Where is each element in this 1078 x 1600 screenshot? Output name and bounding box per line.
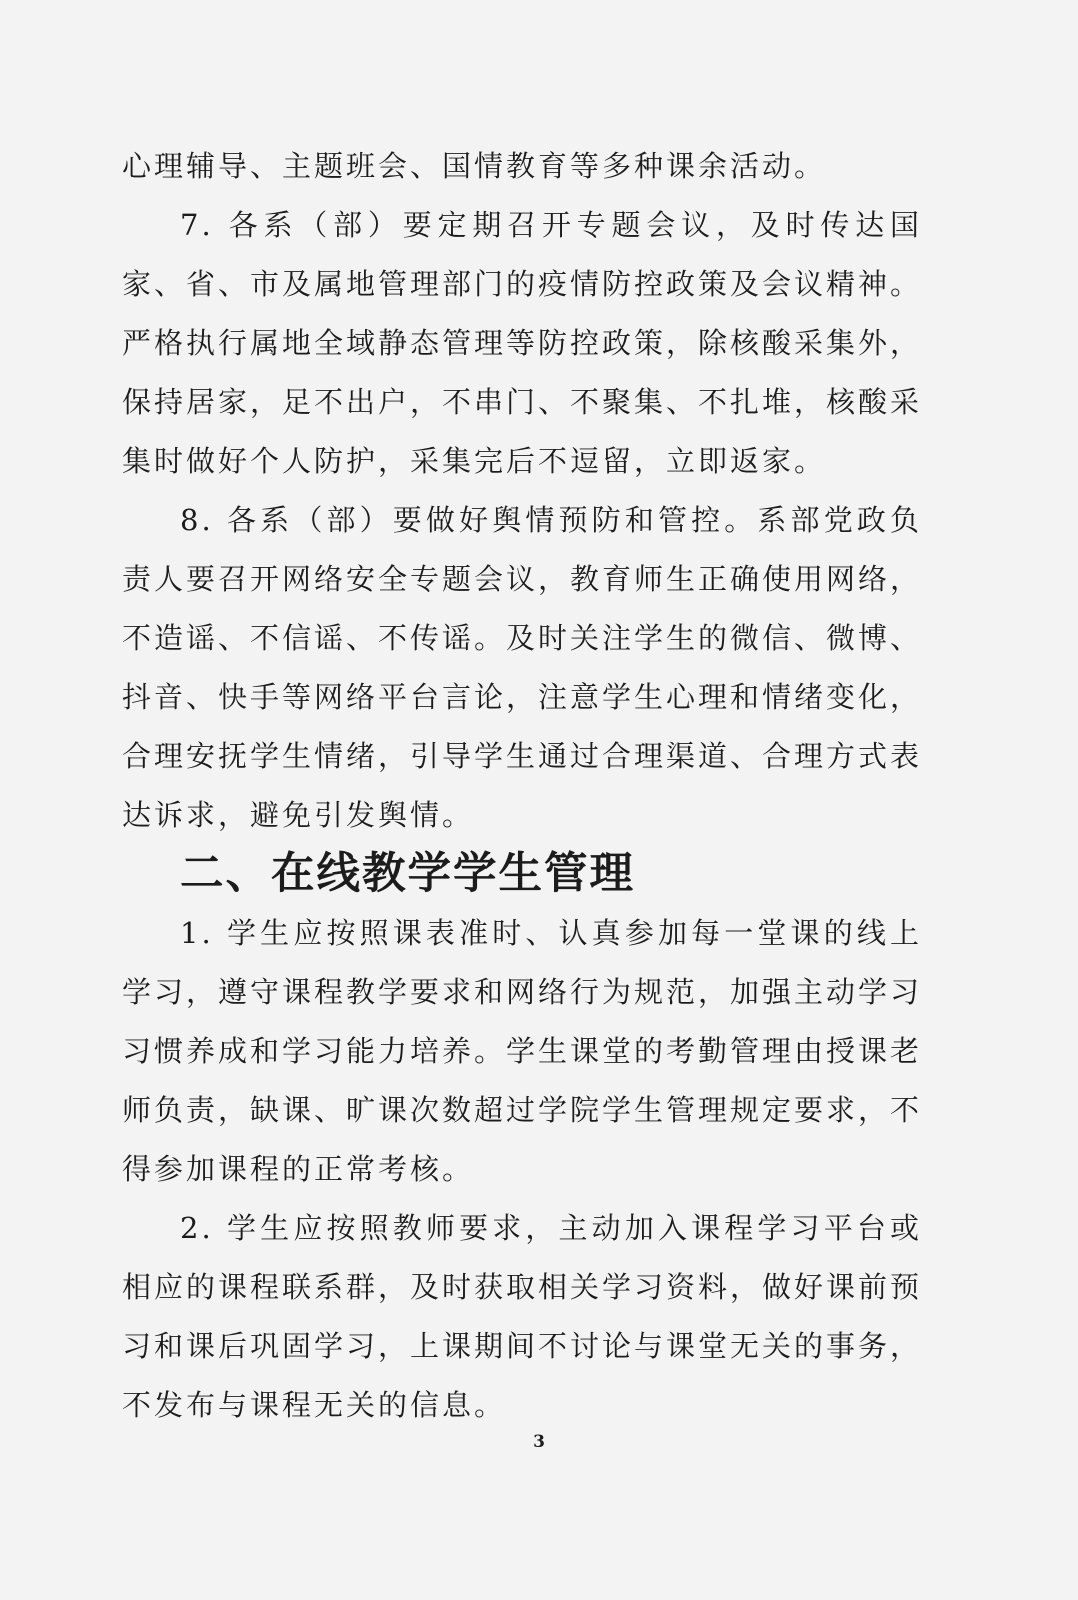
paragraph-item-8: 8. 各系（部）要做好舆情预防和管控。系部党政负责人要召开网络安全专题会议，教育师生正确使用网络，不造谣、不信谣、不传谣。及时关注学生的微信、微博、抖音、快手等网络平台言论，注意学生心理和情绪变化，合理安抚学生情绪，引导学生通过合理渠道、合理方式表达诉求，避免引发舆情。	[122, 503, 923, 832]
section-heading: 二、在线教学学生管理	[180, 849, 635, 899]
paragraph-item-7: 7. 各系（部）要定期召开专题会议，及时传达国家、省、市及属地管理部门的疫情防控政策及会议精神。严格执行属地全域静态管理等防控政策，除核酸采集外，保持居家，足不出户，不串门、不聚集、不扎堆，核酸采集时做好个人防护，采集完后不逗留，立即返家。	[122, 208, 923, 478]
section-paragraph-1: 1. 学生应按照课表准时、认真参加每一堂课的线上学习，遵守课程教学要求和网络行为规范，加强主动学习习惯养成和学习能力培养。学生课堂的考勤管理由授课老师负责，缺课、旷课次数超过学院学生管理规定要求，不得参加课程的正常考核。	[122, 916, 923, 1186]
paragraph-continuation: 心理辅导、主题班会、国情教育等多种课余活动。	[122, 149, 827, 183]
document-body	[122, 137, 922, 1435]
section-paragraph-2: 2. 学生应按照教师要求，主动加入课程学习平台或相应的课程联系群，及时获取相关学习资料，做好课前预习和课后巩固学习，上课期间不讨论与课堂无关的事务，不发布与课程无关的信息。	[122, 1211, 923, 1422]
page-number: 3	[533, 1432, 545, 1452]
